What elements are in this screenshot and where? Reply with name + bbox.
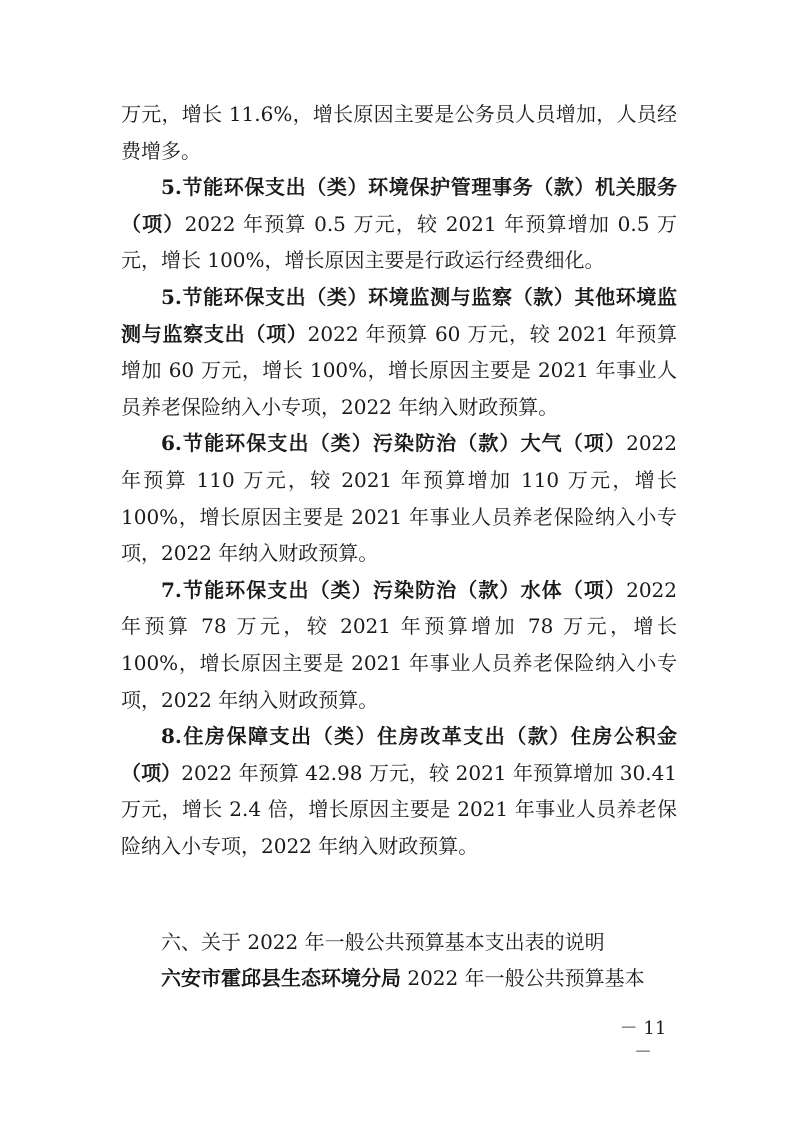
section-heading: 六、关于 2022 年一般公共预算基本支出表的说明 bbox=[161, 930, 605, 954]
budget-item-paragraph bbox=[121, 572, 677, 718]
item-body: 2022 年预算 42.98 万元，较 2021 年预算增加 30.41 万元，增长 2.4 倍，增长原因主要是 2021 年事业人员养老保险纳入小专项，2022 年纳入财政预算。 bbox=[121, 760, 678, 858]
budget-item-paragraph bbox=[121, 425, 677, 571]
item-heading: 5.节能环保支出（类）环境监测与监察（款）其他环境监测与监察支出（项） bbox=[121, 284, 677, 346]
item-heading: 6.节能环保支出（类）污染防治（款）大气（项） bbox=[161, 431, 627, 456]
page-number: － 11 － bbox=[619, 1018, 667, 1063]
item-body: 2022 年预算 78 万元，较 2021 年预算增加 78 万元，增长 100%，增长原因主要是 2021 年事业人员养老保险纳入小专项，2022 年纳入财政预算。 bbox=[121, 577, 677, 712]
section-intro-text: 2022 年一般公共预算基本 bbox=[401, 966, 645, 990]
organization-name: 六安市霍邱县生态环境分局 bbox=[161, 966, 401, 990]
item-body: 2022 年预算 110 万元，较 2021 年预算增加 110 万元，增长 100%，增长原因主要是 2021 年事业人员养老保险纳入小专项，2022 年纳入财政预算。 bbox=[121, 431, 677, 566]
budget-item-paragraph bbox=[121, 169, 677, 279]
budget-item-paragraph bbox=[121, 718, 677, 864]
item-heading: 8.住房保障支出（类）住房改革支出（款）住房公积金（项） bbox=[121, 724, 677, 785]
item-body: 2022 年预算 0.5 万元，较 2021 年预算增加 0.5 万元，增长 100%，增长原因主要是行政运行经费细化。 bbox=[121, 211, 677, 273]
budget-explanation-body bbox=[121, 96, 677, 864]
budget-item-paragraph bbox=[121, 279, 677, 425]
continuation-paragraph: 万元，增长 11.6%，增长原因主要是公务员人员增加，人员经费增多。 bbox=[121, 102, 677, 163]
section-intro-paragraph bbox=[121, 960, 677, 997]
item-heading: 5.节能环保支出（类）环境保护管理事务（款）机关服务（项） bbox=[121, 175, 677, 236]
item-heading: 7.节能环保支出（类）污染防治（款）水体（项） bbox=[161, 577, 627, 602]
item-body: 2022 年预算 60 万元，较 2021 年预算增加 60 万元，增长 100%，增长原因主要是 2021 年事业人员养老保险纳入小专项，2022 年纳入财政预算。 bbox=[121, 321, 677, 419]
